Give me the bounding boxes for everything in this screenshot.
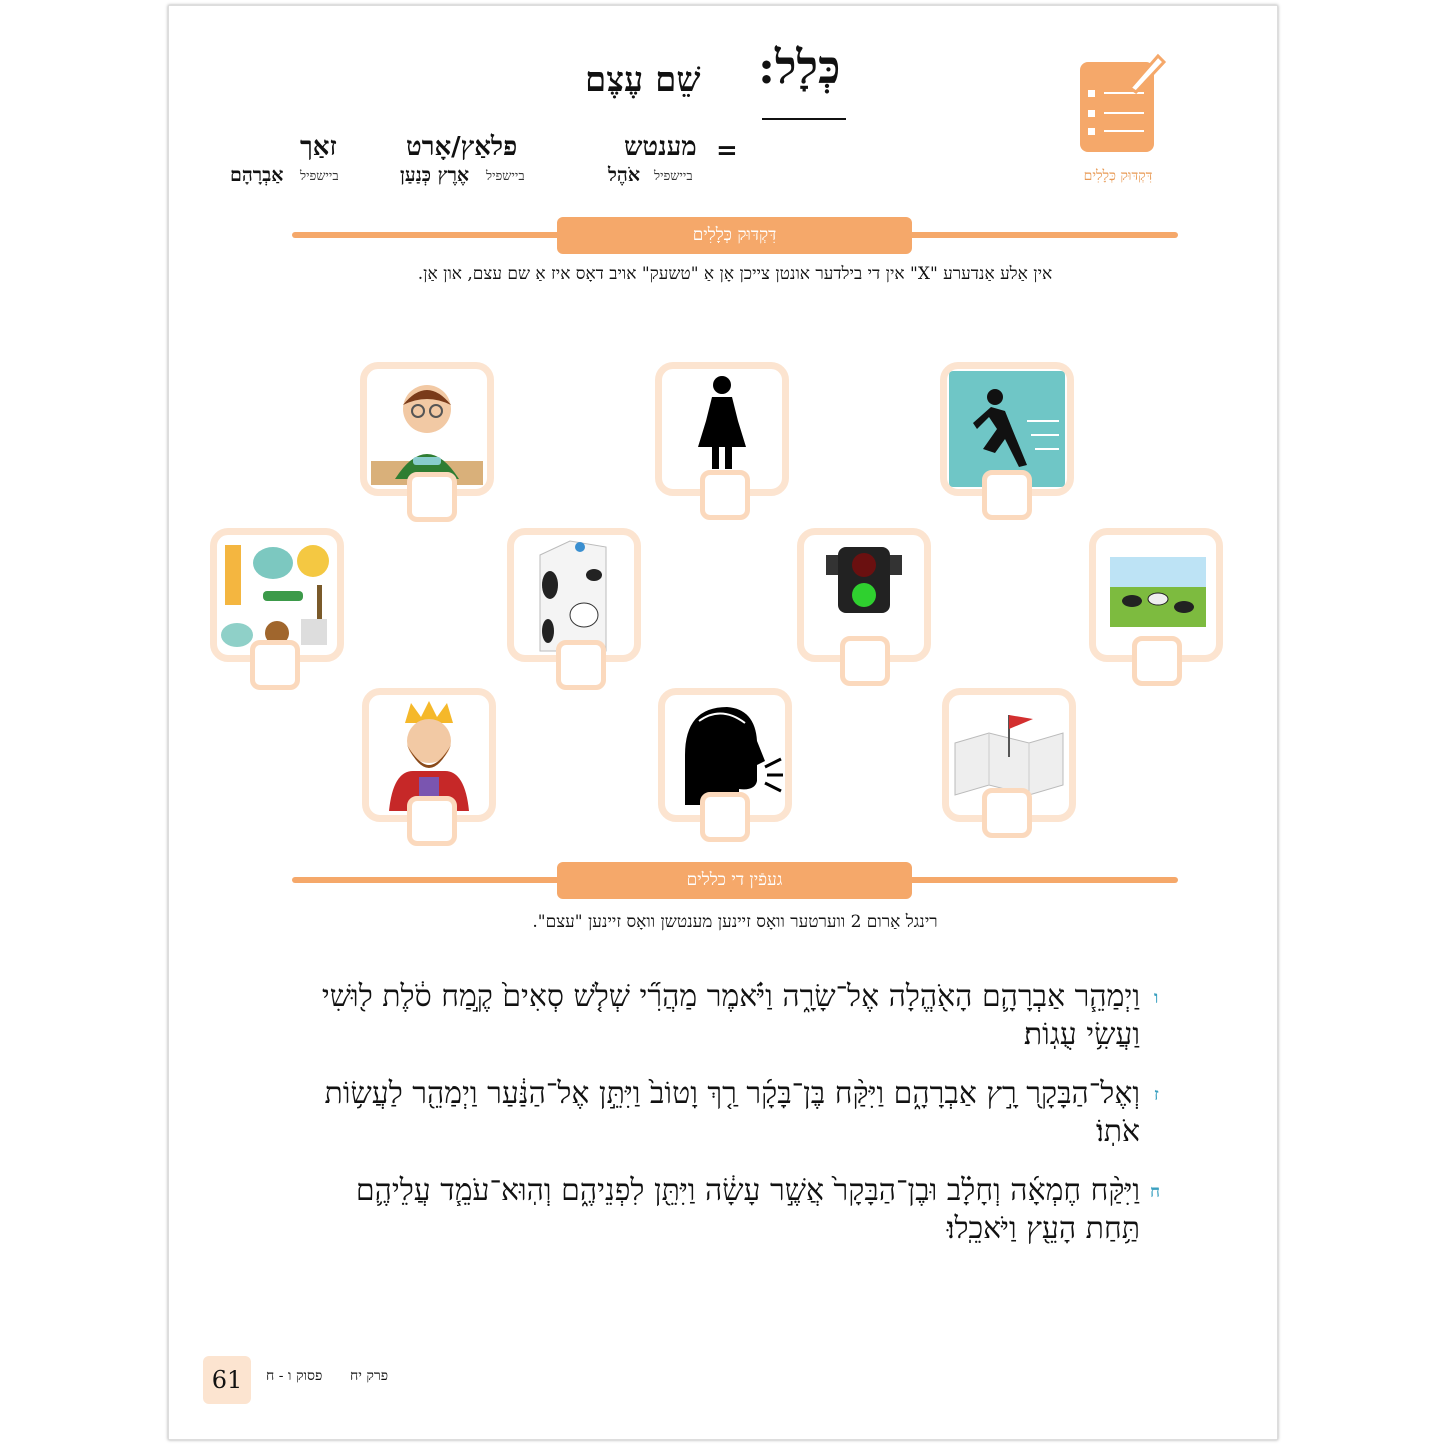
answer-checkbox[interactable]	[840, 636, 890, 686]
category-person: מענטש	[624, 132, 697, 162]
instruction-text: אין אַלע אַנדערע "X" אין די בילדער אונטן צייכן אָן אַ "טשעק" אויב דאָס איז אַ שם עצם, און אַן.	[417, 264, 1053, 284]
clipboard-checklist-icon	[1080, 62, 1154, 152]
category-place: פלאַץ/אָרט	[406, 132, 518, 162]
example-label: ביישפיל	[486, 169, 525, 184]
verse-number: ח	[1150, 1182, 1161, 1202]
answer-checkbox[interactable]	[982, 788, 1032, 838]
example-word: אֹהֶל	[608, 164, 641, 186]
verse-text: וַיְמַהֵ֧ר אַבְרָהָ֛ם הָאֹ֖הֱלָה אֶל־שָׂרָ֑ה וַיֹּ֗אמֶר מַהֲרִ֞י שְׁלֹ֤שׁ סְאִים֙ קֶ֣מַח סֹ֔לֶת ל֖וּשִׁי וַעֲשִׂ֥י עֻגֽוֹת׃	[321, 979, 1140, 1052]
answer-checkbox[interactable]	[407, 796, 457, 846]
example-label: ביישפיל	[300, 169, 339, 184]
verse-text: וַיִּקַּ֨ח חֶמְאָ֜ה וְחָלָ֗ב וּבֶן־הַבָּקָר֙ אֲשֶׁ֣ר עָשָׂ֔ה וַיִּתֵּ֖ן לִפְנֵיהֶ֑ם וְהֽוּא־עֹמֵ֧ד עֲלֵיהֶ֛ם תַּ֥חַת הָעֵ֖ץ וַיֹּאכֵֽלוּ׃	[355, 1173, 1140, 1246]
footer-perek: פרק יח	[350, 1368, 389, 1384]
page-number: 61	[203, 1356, 251, 1404]
boy-eating-icon	[367, 369, 487, 489]
title-underline	[762, 118, 846, 120]
answer-checkbox[interactable]	[982, 470, 1032, 520]
instruction-text: רינגל אַרום 2 ווערטער וואָס זיינען מענטשן וואָס זיינען "עצם".	[532, 912, 938, 932]
verse-text: וְאֶל־הַבָּקָ֖ר רָ֣ץ אַבְרָהָ֑ם וַיִּקַּ֨ח בֶּן־בָּקָ֜ר רַ֤ךְ וָטוֹב֙ וַיִּתֵּ֣ן אֶל־הַנַּ֔עַר וַיְמַהֵ֖ר לַעֲשׂ֥וֹת אֹתֽוֹ׃	[324, 1076, 1140, 1149]
logo-caption: דִּקְדּוּק כְּלָלִים	[1083, 168, 1153, 184]
example-word: אַבְרָהָם	[230, 164, 284, 186]
section-band-label: געפֿין די כללים	[557, 862, 912, 899]
answer-checkbox[interactable]	[700, 792, 750, 842]
answer-checkbox[interactable]	[250, 640, 300, 690]
section-band-label: דִּקְדּוּק כְּלָלִים	[557, 217, 912, 254]
example-word: אֶרֶץ כְּנַעַן	[400, 164, 470, 186]
answer-checkbox[interactable]	[407, 472, 457, 522]
zoo-animals-icon	[217, 535, 337, 655]
answer-checkbox[interactable]	[700, 470, 750, 520]
answer-checkbox[interactable]	[556, 640, 606, 690]
answer-checkbox[interactable]	[1132, 636, 1182, 686]
example-label: ביישפיל	[654, 169, 693, 184]
footer-pasuk: פסוק ו - ח	[266, 1368, 323, 1384]
category-thing: זאַך	[300, 132, 337, 162]
verse-number: ו	[1154, 988, 1159, 1008]
page-title-rule: כְּלָל:	[758, 40, 841, 94]
milk-carton-icon	[514, 535, 634, 655]
page-title-topic: שֵׁם עֶצֶם	[585, 60, 701, 100]
equals-sign: =	[716, 136, 738, 166]
verse-number: ז	[1154, 1085, 1159, 1105]
